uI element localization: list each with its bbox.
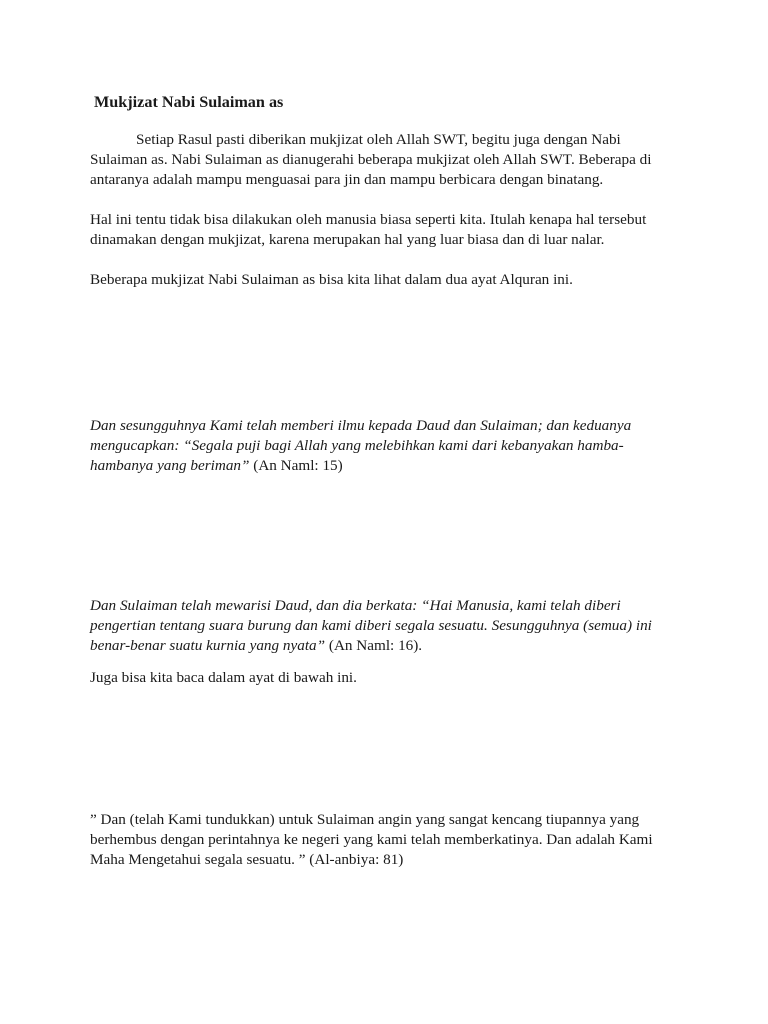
paragraph-lead-in: Beberapa mukjizat Nabi Sulaiman as bisa kita lihat dalam dua ayat Alquran ini.: [90, 271, 573, 288]
quote-an-naml-16-text: Dan Sulaiman telah mewarisi Daud, dan dia berkata: “Hai Manusia, kami telah diberi pengertian tentang suara burung dan kami diberi segala sesuatu. Sesungguhnya (semua) ini benar-benar suatu kurnia yang nyata”: [90, 597, 652, 654]
quote-an-naml-16: [90, 596, 672, 656]
quote-an-naml-15-text: Dan sesungguhnya Kami telah memberi ilmu kepada Daud dan Sulaiman; dan keduanya mengucapkan: “Segala puji bagi Allah yang melebihkan kami dari kebanyakan hamba-hambanya yang beriman”: [90, 417, 632, 474]
quote-an-naml-15-reference: (An Naml: 15): [253, 457, 343, 474]
paragraph-intro: Setiap Rasul pasti diberikan mukjizat oleh Allah SWT, begitu juga dengan Nabi Sulaiman as. Nabi Sulaiman as dianugerahi beberapa mukjizat oleh Allah SWT. Beberapa di antaranya adalah mampu menguasai para jin dan mampu berbicara dengan binatang.: [90, 131, 652, 188]
quote-al-anbiya-81: ” Dan (telah Kami tundukkan) untuk Sulaiman angin yang sangat kencang tiupannya yang berhembus dengan perintahnya ke negeri yang kami telah memberkatinya. Dan adalah Kami Maha Mengetahui segala sesuatu. ” (Al-anbiya: 81): [90, 811, 653, 868]
paragraph-transition: Juga bisa kita baca dalam ayat di bawah ini.: [90, 669, 357, 686]
document-title: Mukjizat Nabi Sulaiman as: [94, 93, 284, 111]
quote-an-naml-16-reference: (An Naml: 16).: [328, 637, 423, 654]
quote-an-naml-15: [90, 416, 672, 476]
paragraph-explanation: Hal ini tentu tidak bisa dilakukan oleh manusia biasa seperti kita. Itulah kenapa hal tersebut dinamakan dengan mukjizat, karena merupakan hal yang luar biasa dan di luar nalar.: [90, 211, 647, 248]
